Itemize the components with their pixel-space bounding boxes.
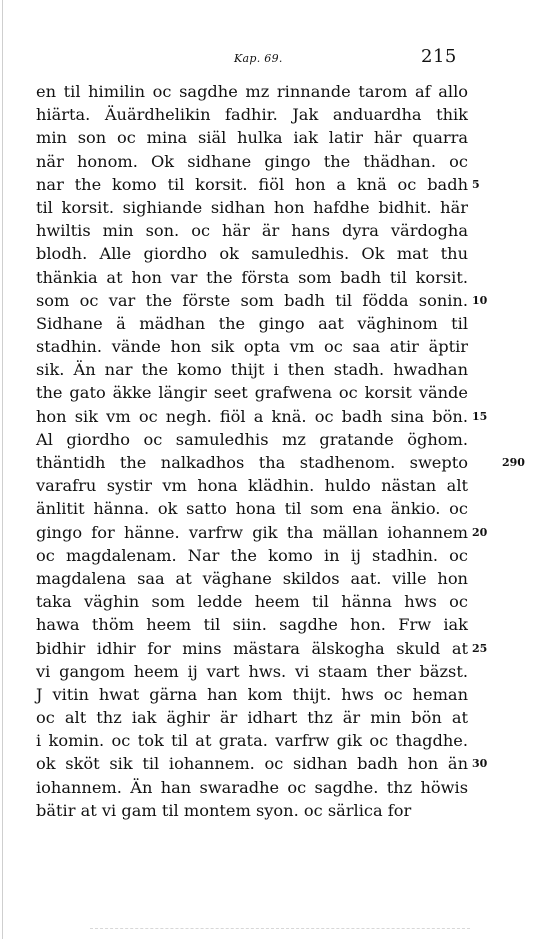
- line-number: 5: [472, 177, 480, 191]
- text-line: Sidhane ä mädhan the gingo aat väghinom til: [36, 313, 468, 333]
- text-line: änlitit hänna. ok satto hona til som ena änkio. oc: [36, 499, 468, 519]
- text-line: i komin. oc tok til at grata. varfrw gik oc thagdhe.: [36, 731, 468, 751]
- text-line: magdalena saa at väghane skildos aat. ville hon: [36, 568, 468, 588]
- page-number: 215: [421, 46, 457, 67]
- text-line: en til himilin oc sagdhe mz rinnande tarom af allo: [36, 82, 468, 101]
- running-head: Kap. 69.: [234, 52, 283, 65]
- line-number: 25: [472, 641, 488, 655]
- text-line: varafru systir vm hona klädhin. huldo nästan alt: [36, 476, 468, 496]
- text-line: hwiltis min son. oc här är hans dyra värdogha: [36, 221, 468, 241]
- text-line: blodh. Alle giordho ok samuledhis. Ok mat thu: [36, 244, 468, 264]
- body-text: [36, 80, 525, 822]
- line-number: 15: [472, 409, 488, 423]
- text-line: til korsit. sighiande sidhan hon hafdhe bidhit. här: [36, 197, 468, 217]
- text-line: oc alt thz iak äghir är idhart thz är min bön at: [36, 708, 468, 728]
- text-line: hon sik vm oc negh. fiöl a knä. oc badh sina bön. 15: [36, 405, 468, 428]
- text-line: stadhin. vände hon sik opta vm oc saa atir äptir: [36, 337, 468, 357]
- text-line: vi gangom heem ij vart hws. vi staam ther bäzst.: [36, 661, 468, 681]
- line-number: 30: [472, 757, 488, 771]
- text-line: gingo for hänne. varfrw gik tha mällan iohannem 20: [36, 521, 468, 544]
- text-line: bätir at vi gam til montem syon. oc särlica for: [36, 800, 412, 820]
- page-edge-line: [2, 0, 3, 939]
- text-line: hawa thöm heem til siin. sagdhe hon. Frw iak: [36, 615, 468, 635]
- text-line: thänkia at hon var the första som badh til korsit.: [36, 267, 468, 287]
- manuscript-page-number: 290: [502, 456, 525, 469]
- text-line: bidhir idhir for mins mästara älskogha skuld at 25: [36, 637, 468, 660]
- page-header: [0, 46, 560, 74]
- text-line: som oc var the förste som badh til födda sonin. 10: [36, 289, 468, 312]
- text-line: Al giordho oc samuledhis mz gratande öghom.: [36, 429, 468, 449]
- text-line: iohannem. Än han swaradhe oc sagdhe. thz höwis: [36, 777, 468, 797]
- bottom-rule: [90, 928, 470, 929]
- line-number: 20: [472, 525, 488, 539]
- text-line: min son oc mina siäl hulka iak latir här quarra: [36, 128, 468, 148]
- text-line: the gato äkke längir seet grafwena oc korsit vände: [36, 383, 468, 403]
- text-line: sik. Än nar the komo thijt i then stadh. hwadhan: [36, 360, 468, 380]
- text-line: oc magdalenam. Nar the komo in ij stadhin. oc: [36, 545, 468, 565]
- line-number: 10: [472, 293, 488, 307]
- text-line: ok sköt sik til iohannem. oc sidhan badh hon än 30: [36, 752, 468, 775]
- text-line: nar the komo til korsit. fiöl hon a knä oc badh 5: [36, 173, 468, 196]
- text-line: när honom. Ok sidhane gingo the thädhan. oc: [36, 151, 468, 171]
- text-line: thäntidh the nalkadhos tha stadhenom. swepto 290: [36, 451, 468, 474]
- text-line: J vitin hwat gärna han kom thijt. hws oc heman: [36, 684, 468, 704]
- text-line: hiärta. Äuärdhelikin fadhir. Jak anduardha thik: [36, 105, 468, 125]
- text-line: taka väghin som ledde heem til hänna hws oc: [36, 592, 468, 612]
